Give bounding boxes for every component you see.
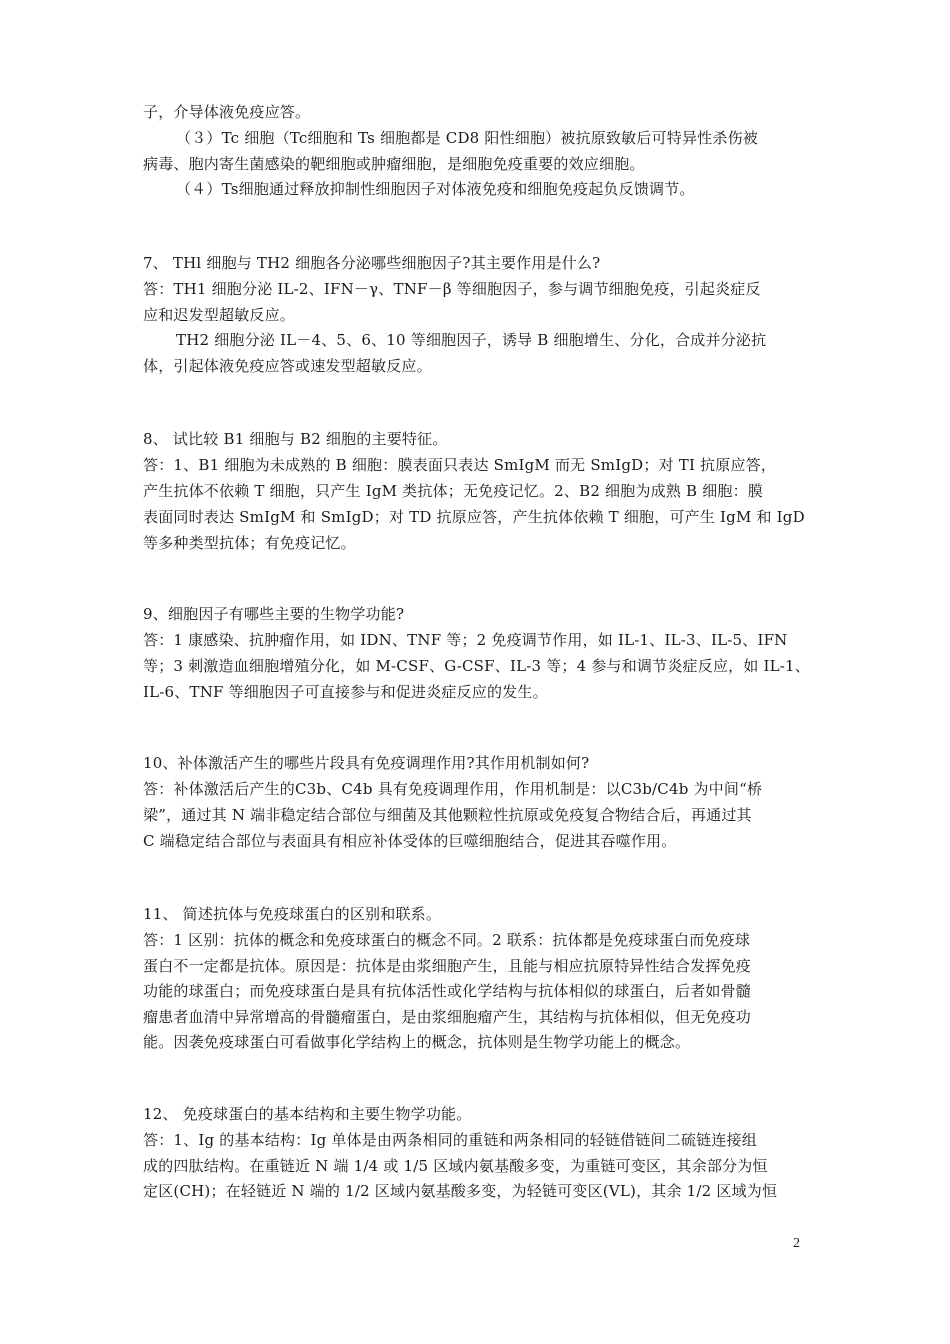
question-11: 11、 简述抗体与免疫球蛋白的区别和联系。: [143, 905, 442, 923]
answer-line: 答：1 康感染、抗肿瘤作用，如 IDN、TNF 等；2 免疫调节作用，如 IL-1、IL-3、IL-5、IFN: [143, 631, 788, 649]
answer-line: 蛋白不一定都是抗体。原因是：抗体是由浆细胞产生，且能与相应抗原特异性结合发挥免疫: [143, 957, 752, 975]
answer-line: 答：TH1 细胞分泌 IL-2、IFN－γ、TNF－β 等细胞因子，参与调节细胞免疫，引起炎症反: [143, 280, 761, 298]
question-10: 10、补体激活产生的哪些片段具有免疫调理作用?其作用机制如何?: [143, 754, 590, 772]
answer-line: 答：1、B1 细胞为未成熟的 B 细胞：膜表面只表达 SmIgM 而无 SmIgD；对 TI 抗原应答，: [143, 456, 777, 474]
answer-line: IL-6、TNF 等细胞因子可直接参与和促进炎症反应的发生。: [143, 683, 548, 701]
answer-line: 答：补体激活后产生的C3b、C4b 具有免疫调理作用，作用机制是：以C3b/C4b 为中间“桥: [143, 780, 763, 798]
answer-line: 功能的球蛋白；而免疫球蛋白是具有抗体活性或化学结构与抗体相似的球蛋白，后者如骨髓: [143, 982, 752, 1000]
question-12: 12、 免疫球蛋白的基本结构和主要生物学功能。: [143, 1105, 472, 1123]
answer-line: 梁”，通过其 N 端非稳定结合部位与细菌及其他颗粒性抗原或免疫复合物结合后，再通过其: [143, 806, 752, 824]
answer-line: 产生抗体不依赖 T 细胞，只产生 IgM 类抗体；无免疫记忆。2、B2 细胞为成熟 B 细胞：膜: [143, 482, 764, 500]
answer-line: 答：1 区别：抗体的概念和免疫球蛋白的概念不同。2 联系：抗体都是免疫球蛋白而免疫球: [143, 931, 751, 949]
answer-line: 体，引起体液免疫应答或速发型超敏反应。: [143, 357, 432, 375]
question-7: 7、 THl 细胞与 TH2 细胞各分泌哪些细胞因子?其主要作用是什么?: [143, 254, 601, 272]
answer-line: 应和迟发型超敏反应。: [143, 306, 296, 324]
answer-line: 定区(CH)；在轻链近 N 端的 1/2 区域内氨基酸多变，为轻链可变区(VL)，其余 1/2 区域为恒: [143, 1182, 778, 1200]
answer-line: TH2 细胞分泌 IL－4、5、6、10 等细胞因子，诱导 B 细胞增生、分化，合成并分泌抗: [176, 331, 767, 349]
answer-line: 成的四肽结构。在重链近 N 端 1/4 或 1/5 区域内氨基酸多变，为重链可变区，其余部分为恒: [143, 1157, 768, 1175]
text-line: （４）Ts细胞通过释放抑制性细胞因子对体液免疫和细胞免疫起负反馈调节。: [176, 180, 695, 198]
page-number: 2: [793, 1236, 800, 1251]
text-line: 病毒、胞内寄生菌感染的靶细胞或肿瘤细胞，是细胞免疫重要的效应细胞。: [143, 155, 645, 173]
question-9: 9、细胞因子有哪些主要的生物学功能?: [143, 605, 405, 623]
answer-line: 等多种类型抗体；有免疫记忆。: [143, 534, 356, 552]
answer-line: C 端稳定结合部位与表面具有相应补体受体的巨噬细胞结合，促进其吞噬作用。: [143, 832, 677, 850]
answer-line: 答：1、Ig 的基本结构：Ig 单体是由两条相同的重链和两条相同的轻链借链间二硫链连接组: [143, 1131, 757, 1149]
text-line: 子，介导体液免疫应答。: [143, 103, 311, 121]
question-8: 8、 试比较 B1 细胞与 B2 细胞的主要特征。: [143, 430, 448, 448]
answer-line: 等；3 刺激造血细胞增殖分化，如 M-CSF、G-CSF、IL-3 等；4 参与和调节炎症反应，如 IL-1、: [143, 657, 811, 675]
answer-line: 能。因袭免疫球蛋白可看做事化学结构上的概念，抗体则是生物学功能上的概念。: [143, 1033, 691, 1051]
text-line: （３）Tc 细胞（Tc细胞和 Ts 细胞都是 CD8 阳性细胞）被抗原致敏后可特异性杀伤被: [176, 129, 758, 147]
answer-line: 瘤患者血清中异常增高的骨髓瘤蛋白，是由浆细胞瘤产生，其结构与抗体相似，但无免疫功: [143, 1008, 752, 1026]
answer-line: 表面同时表达 SmIgM 和 SmIgD；对 TD 抗原应答，产生抗体依赖 T 细胞，可产生 IgM 和 IgD: [143, 508, 805, 526]
